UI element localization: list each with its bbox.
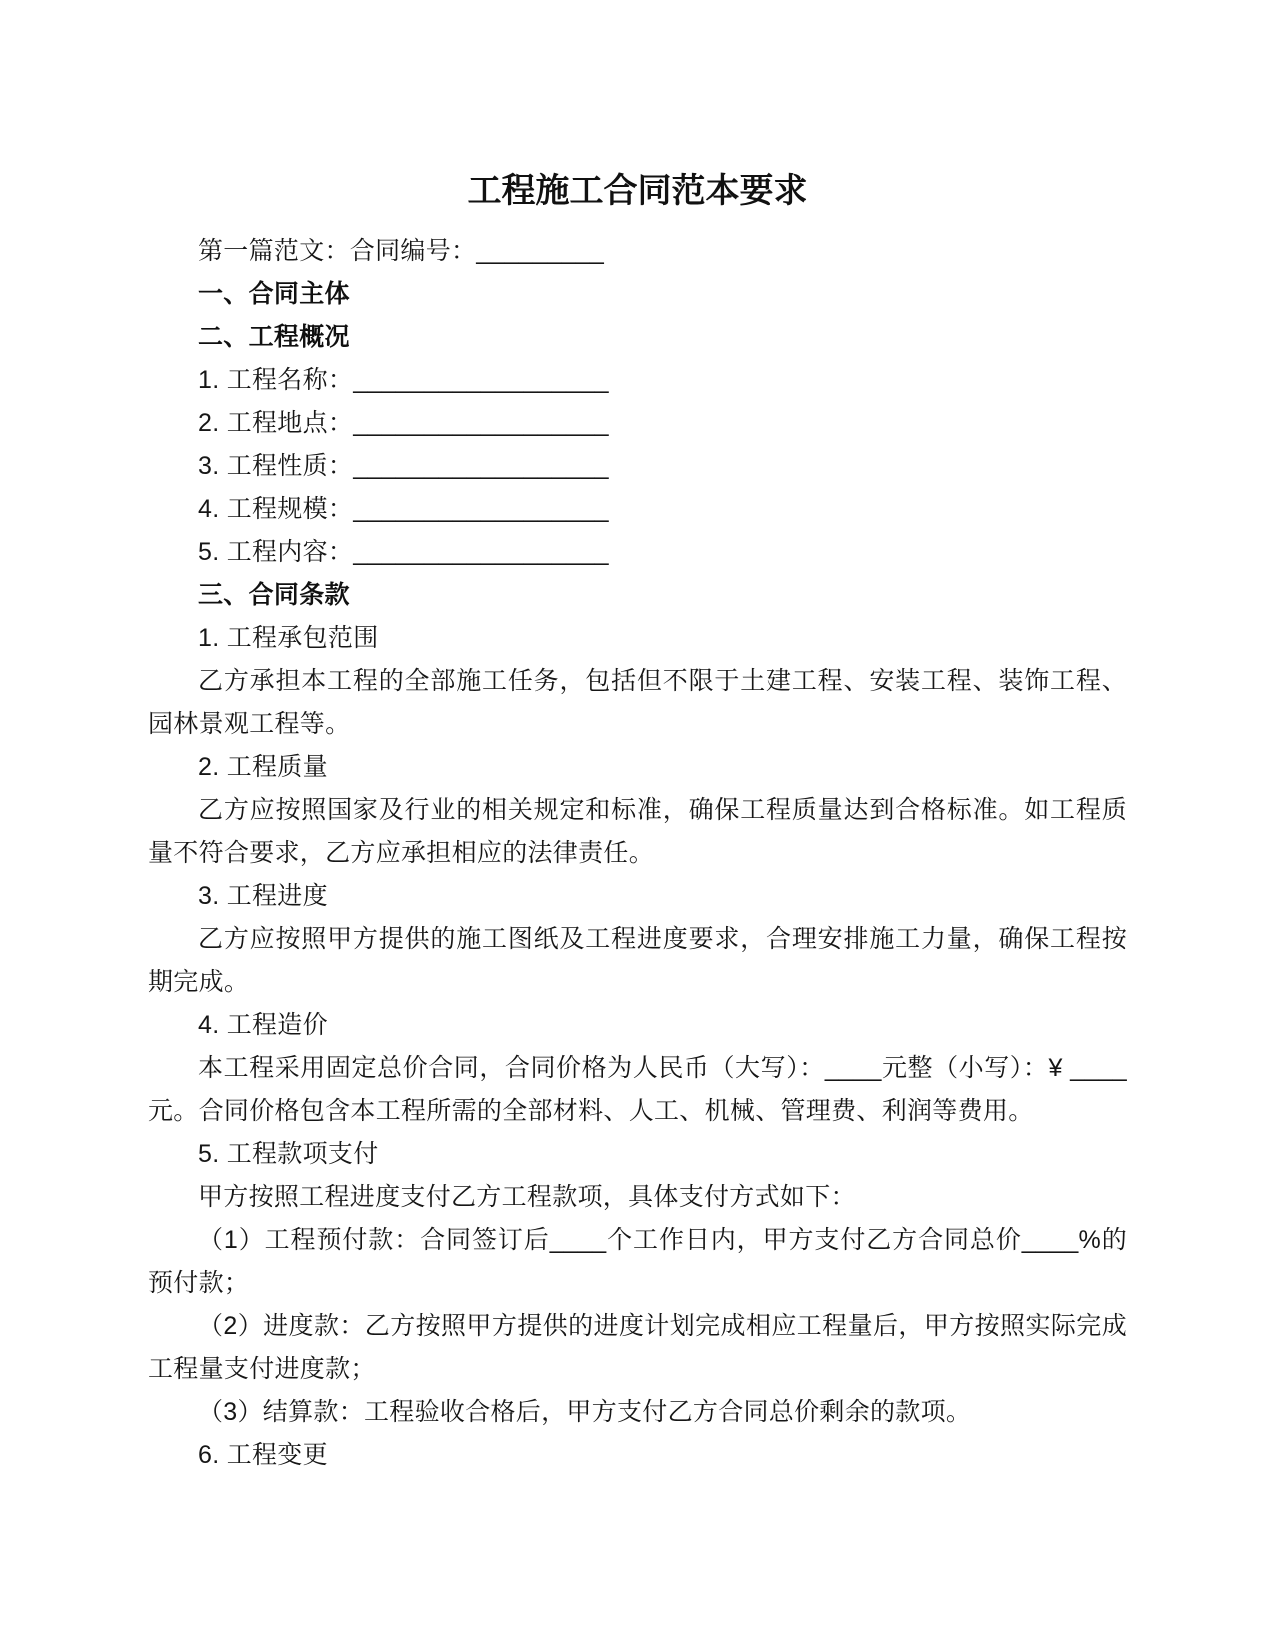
paragraph: 2. 工程质量	[198, 753, 328, 781]
paragraph: 3. 工程性质：__________________	[198, 452, 609, 480]
paragraph: 1. 工程承包范围	[198, 624, 379, 652]
paragraph: 5. 工程款项支付	[198, 1140, 379, 1168]
paragraph: （2）进度款：乙方按照甲方提供的进度计划完成相应工程量后，甲方按照实际完成工程量支付进度款；	[148, 1312, 1127, 1383]
paragraph: 乙方应按照国家及行业的相关规定和标准，确保工程质量达到合格标准。如工程质量不符合要求，乙方应承担相应的法律责任。	[148, 796, 1127, 867]
section-heading: 三、合同条款	[198, 581, 350, 609]
paragraph: 本工程采用固定总价合同，合同价格为人民币（大写）：____元整（小写）：¥ ____元。合同价格包含本工程所需的全部材料、人工、机械、管理费、利润等费用。	[148, 1054, 1127, 1125]
document-body	[148, 230, 1127, 1477]
paragraph: 4. 工程造价	[198, 1011, 328, 1039]
paragraph: 甲方按照工程进度支付乙方工程款项，具体支付方式如下：	[198, 1183, 856, 1211]
paragraph: 4. 工程规模：__________________	[198, 495, 609, 523]
section-heading: 二、工程概况	[198, 323, 350, 351]
paragraph: 乙方应按照甲方提供的施工图纸及工程进度要求，合理安排施工力量，确保工程按期完成。	[148, 925, 1127, 996]
paragraph: 1. 工程名称：__________________	[198, 366, 609, 394]
paragraph: 2. 工程地点：__________________	[198, 409, 609, 437]
paragraph: 5. 工程内容：__________________	[198, 538, 609, 566]
paragraph: （1）工程预付款：合同签订后____个工作日内，甲方支付乙方合同总价____%的预付款；	[148, 1226, 1127, 1297]
document-title: 工程施工合同范本要求	[467, 172, 808, 210]
paragraph: （3）结算款：工程验收合格后，甲方支付乙方合同总价剩余的款项。	[198, 1398, 972, 1426]
paragraph: 第一篇范文：合同编号：_________	[198, 237, 605, 265]
paragraph: 3. 工程进度	[198, 882, 328, 910]
section-heading: 一、合同主体	[198, 280, 350, 308]
paragraph: 乙方承担本工程的全部施工任务，包括但不限于土建工程、安装工程、装饰工程、园林景观工程等。	[148, 667, 1127, 738]
paragraph: 6. 工程变更	[198, 1441, 328, 1469]
